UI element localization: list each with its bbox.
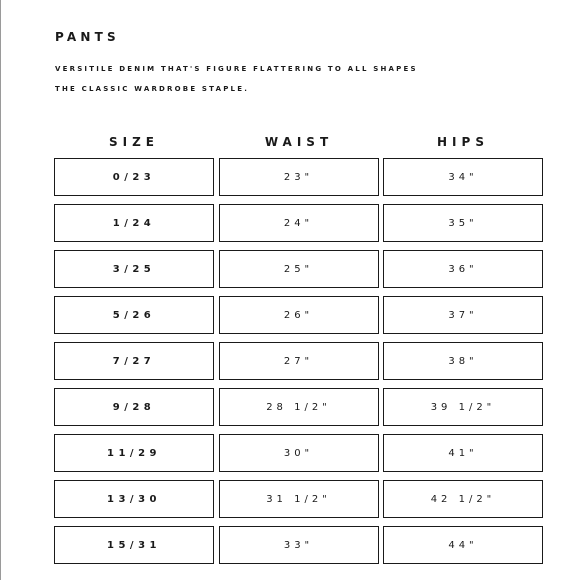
hips-cell: 42 1/2" [383,480,543,518]
size-cell: 5/26 [54,296,214,334]
size-row [54,480,544,518]
size-row [54,388,544,426]
hips-cell: 34" [383,158,543,196]
size-cell: 3/25 [54,250,214,288]
size-row [54,342,544,380]
waist-cell: 28 1/2" [219,388,379,426]
waist-cell: 23" [219,158,379,196]
hips-cell: 38" [383,342,543,380]
left-border-line [0,0,1,580]
waist-cell: 30" [219,434,379,472]
waist-cell: 33" [219,526,379,564]
size-row [54,296,544,334]
page-title: PANTS [55,30,120,44]
hips-cell: 44" [383,526,543,564]
size-chart-table [54,158,544,572]
size-cell: 11/29 [54,434,214,472]
waist-cell: 25" [219,250,379,288]
description-line-2: THE CLASSIC WARDROBE STAPLE. [55,85,250,93]
waist-cell: 31 1/2" [219,480,379,518]
size-row [54,434,544,472]
column-header-size: SIZE [108,135,159,149]
waist-cell: 24" [219,204,379,242]
description-line-1: VERSITILE DENIM THAT'S FIGURE FLATTERING TO ALL SHAPES [55,65,418,73]
waist-cell: 27" [219,342,379,380]
hips-cell: 36" [383,250,543,288]
size-row [54,204,544,242]
waist-cell: 26" [219,296,379,334]
size-cell: 0/23 [54,158,214,196]
hips-cell: 39 1/2" [383,388,543,426]
size-row [54,526,544,564]
hips-cell: 37" [383,296,543,334]
size-cell: 9/28 [54,388,214,426]
size-cell: 1/24 [54,204,214,242]
column-header-hips: HIPS [437,135,489,149]
size-cell: 15/31 [54,526,214,564]
size-row [54,250,544,288]
size-row [54,158,544,196]
hips-cell: 41" [383,434,543,472]
column-header-waist: WAIST [264,135,334,149]
hips-cell: 35" [383,204,543,242]
size-cell: 13/30 [54,480,214,518]
size-cell: 7/27 [54,342,214,380]
